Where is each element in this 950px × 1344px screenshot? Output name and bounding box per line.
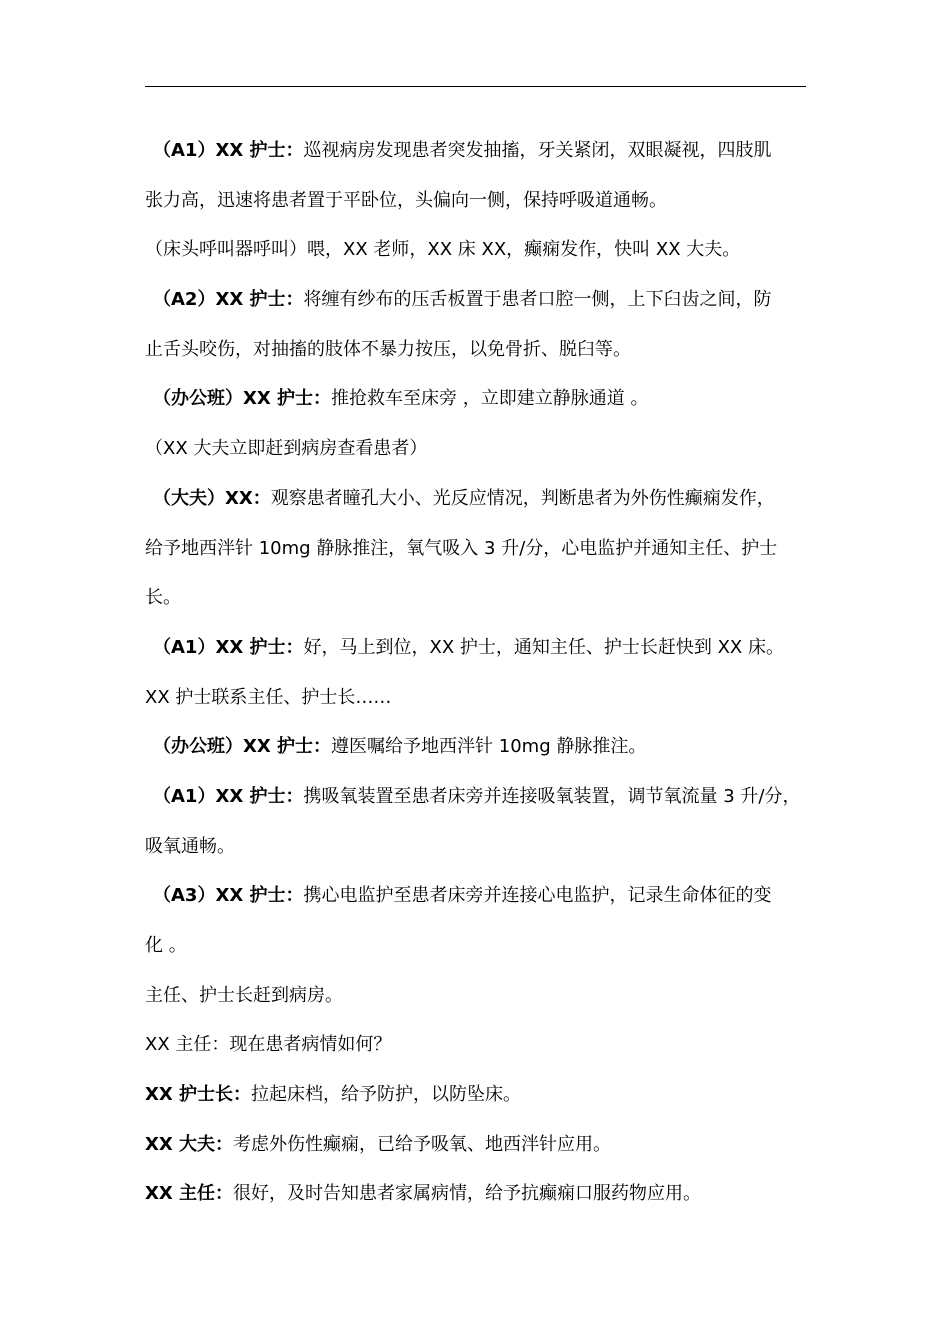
speaker-label: （A2）XX 护士： xyxy=(153,289,304,311)
speaker-label: （办公班）XX 护士： xyxy=(153,388,332,410)
line-text: XX 主任：现在患者病情如何？ xyxy=(145,1034,392,1056)
line-7 xyxy=(145,424,825,474)
line-1 xyxy=(145,126,825,176)
speaker-label: XX 主任： xyxy=(145,1183,234,1205)
line-8 xyxy=(145,474,825,524)
line-15 xyxy=(145,822,825,872)
line-text: 化 。 xyxy=(145,935,187,956)
line-text: 携吸氧装置至患者床旁并连接吸氧装置，调节氧流量 3 升/分， xyxy=(303,785,801,807)
speaker-label: （A1）XX 护士： xyxy=(153,140,304,161)
line-text: 观察患者瞳孔大小、光反应情况，判断患者为外伤性癫痫发作， xyxy=(270,487,775,509)
line-text: 推抢救车至床旁 ，立即建立静脉通道 。 xyxy=(331,388,649,410)
line-11 xyxy=(145,623,825,673)
line-text: 吸氧通畅。 xyxy=(145,835,235,857)
line-5 xyxy=(145,325,825,375)
line-text: （床头呼叫器呼叫）喂，XX 老师，XX 床 XX，癫痫发作，快叫 XX 大夫。 xyxy=(145,239,741,261)
speaker-label: （A1）XX 护士： xyxy=(153,636,304,658)
line-12 xyxy=(145,673,825,723)
speaker-label: （办公班）XX 护士： xyxy=(153,736,332,758)
line-19 xyxy=(145,1020,825,1070)
line-text: 将缠有纱布的压舌板置于患者口腔一侧，上下臼齿之间，防 xyxy=(303,289,772,311)
line-text: 好，马上到位，XX 护士，通知主任、护士长赶快到 XX 床。 xyxy=(303,636,784,658)
line-text: 给予地西泮针 10mg 静脉推注，氧气吸入 3 升/分，心电监护并通知主任、护士 xyxy=(145,537,778,559)
line-text: 主任、护士长赶到病房。 xyxy=(145,984,343,1006)
line-14 xyxy=(145,772,825,822)
line-10 xyxy=(145,573,825,623)
line-9 xyxy=(145,524,825,574)
line-text: 止舌头咬伤，对抽搐的肢体不暴力按压，以免骨折、脱臼等。 xyxy=(145,338,631,360)
speaker-label: （A3）XX 护士： xyxy=(153,885,304,907)
header-rule xyxy=(145,86,806,87)
line-text: XX 护士联系主任、护士长…… xyxy=(145,686,392,708)
line-text: 巡视病房发现患者突发抽搐，牙关紧闭，双眼凝视，四肢肌 xyxy=(303,140,772,161)
line-text: 拉起床档，给予防护，以防坠床。 xyxy=(251,1084,522,1106)
line-17 xyxy=(145,921,825,971)
document-body xyxy=(145,126,825,1219)
speaker-label: XX 大夫： xyxy=(145,1133,234,1155)
line-18 xyxy=(145,971,825,1021)
line-16 xyxy=(145,871,825,921)
line-4 xyxy=(145,275,825,325)
line-text: 长。 xyxy=(145,587,181,609)
line-3 xyxy=(145,225,825,275)
line-text: 遵医嘱给予地西泮针 10mg 静脉推注。 xyxy=(331,736,647,758)
line-text: （XX 大夫立即赶到病房查看患者） xyxy=(145,438,428,460)
line-text: 携心电监护至患者床旁并连接心电监护，记录生命体征的变 xyxy=(303,885,772,907)
line-20 xyxy=(145,1070,825,1120)
speaker-label: （A1）XX 护士： xyxy=(153,785,304,807)
line-6 xyxy=(145,374,825,424)
speaker-label: （大夫）XX： xyxy=(153,487,271,509)
line-text: 很好，及时告知患者家属病情，给予抗癫痫口服药物应用。 xyxy=(233,1183,702,1205)
line-text: 张力高，迅速将患者置于平卧位，头偏向一侧，保持呼吸道通畅。 xyxy=(145,189,667,211)
line-21 xyxy=(145,1120,825,1170)
line-13 xyxy=(145,722,825,772)
line-2 xyxy=(145,176,825,226)
line-22 xyxy=(145,1169,825,1219)
line-text: 考虑外伤性癫痫，已给予吸氧、地西泮针应用。 xyxy=(233,1133,612,1155)
speaker-label: XX 护士长： xyxy=(145,1084,252,1106)
